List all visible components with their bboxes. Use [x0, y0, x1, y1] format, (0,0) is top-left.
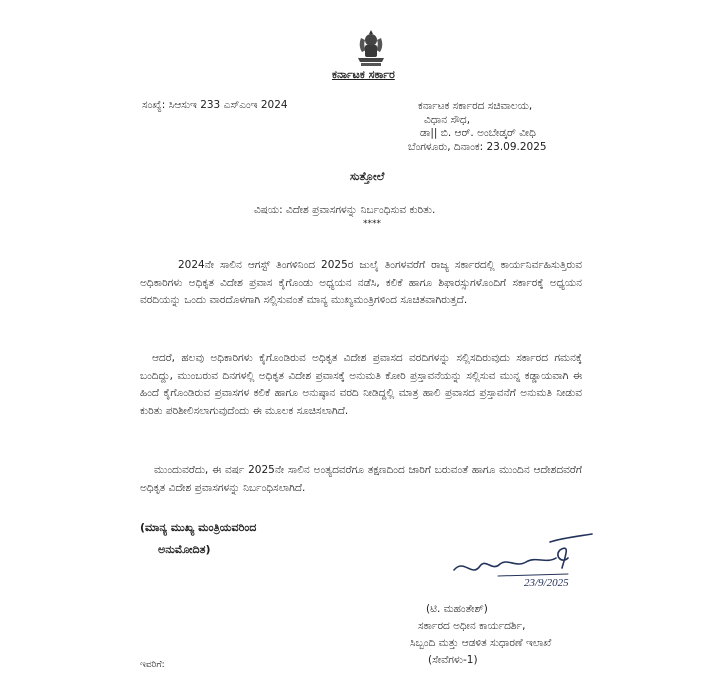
office-address — [408, 100, 547, 154]
signatory-block — [410, 601, 552, 669]
approval-note — [140, 517, 256, 561]
address-line-vidhana-soudha: ವಿಧಾನ ಸೌಧ, — [424, 113, 471, 126]
copy-to-label: ಇವರಿಗೆ: — [140, 660, 165, 670]
government-title: ಕರ್ನಾಟಕ ಸರ್ಕಾರ — [332, 68, 395, 81]
state-emblem-icon — [352, 28, 390, 68]
body-paragraph-2: ಆದರೆ, ಹಲವು ಅಧಿಕಾರಿಗಳು ಕೈಗೊಂಡಿರುವ ಅಧಿಕೃತ ವಿದೇಶ ಪ್ರವಾಸದ ವರದಿಗಳನ್ನು ಸಲ್ಲಿಸದಿರುವುದು ಸರ್ಕಾರದ ಗಮನಕ್ಕೆ ಬಂದಿದ್ದು, ಮುಂಬರುವ ದಿನಗಳಲ್ಲಿ ಅಧಿಕೃತ ವಿದೇಶ ಪ್ರವಾಸಕ್ಕೆ ಅನುಮತಿ ಕೋರಿ ಪ್ರಸ್ತಾವನೆಯನ್ನು ಸಲ್ಲಿಸುವ ಮುನ್ನ ಕಡ್ಡಾಯವಾಗಿ ಈ ಹಿಂದೆ ಕೈಗೊಂಡಿರುವ ಪ್ರವಾಸಗಳ ಕಲಿಕೆ ಹಾಗೂ ಅನುಷ್ಠಾನ ವರದಿ ನೀಡಿದ್ದಲ್ಲಿ ಮಾತ್ರ ಹಾಲಿ ಪ್ರವಾಸದ ಪ್ರಸ್ತಾವನೆಗೆ ಅನುಮತಿ ನೀಡುವ ಕುರಿತು ಪರಿಶೀಲಿಸಲಾಗುವುದೆಂದು ಈ ಮೂಲಕ ಸೂಚಿಸಲಾಗಿದೆ. — [140, 352, 582, 417]
signatory-designation: ಸರ್ಕಾರದ ಅಧೀನ ಕಾರ್ಯದರ್ಶಿ, — [418, 620, 526, 632]
approval-line-2: ಅನುಮೋದಿತ) — [158, 543, 211, 556]
handwritten-signature — [450, 528, 600, 600]
body-paragraph-3: ಮುಂದುವರೆದು, ಈ ವರ್ಷ 2025ನೇ ಸಾಲಿನ ಅಂತ್ಯದವರೆಗೂ ತಕ್ಷಣದಿಂದ ಜಾರಿಗೆ ಬರುವಂತೆ ಹಾಗೂ ಮುಂದಿನ ಆದೇಶದವರೆಗೆ ಅಧಿಕೃತ ವಿದೇಶ ಪ್ರವಾಸಗಳನ್ನು ನಿರ್ಬಂಧಿಸಲಾಗಿದೆ. — [140, 464, 582, 494]
signatory-department: ಸಿಬ್ಬಂದಿ ಮತ್ತು ಆಡಳಿತ ಸುಧಾರಣೆ ಇಲಾಖೆ — [410, 637, 552, 649]
body-paragraph-1: 2024ನೇ ಸಾಲಿನ ಆಗಸ್ಟ್ ತಿಂಗಳಿನಿಂದ 2025ರ ಜುಲೈ ತಿಂಗಳವರೆಗೆ ರಾಜ್ಯ ಸರ್ಕಾರದಲ್ಲಿ ಕಾರ್ಯನಿರ್ವಹಿಸುತ್ತಿರುವ ಅಧಿಕಾರಿಗಳು ಅಧಿಕೃತ ವಿದೇಶ ಪ್ರವಾಸ ಕೈಗೊಂಡು ಅಧ್ಯಯನ ನಡೆಸಿ, ಕಲಿಕೆ ಹಾಗೂ ಶಿಫಾರಸ್ಸುಗಳೊಂದಿಗೆ ಸರ್ಕಾರಕ್ಕೆ ಅಧ್ಯಯನ ವರದಿಯನ್ನು ಒಂದು ವಾರದೊಳಗಾಗಿ ಸಲ್ಲಿಸುವಂತೆ ಮಾನ್ಯ ಮುಖ್ಯಮಂತ್ರಿಗಳಿಂದ ಸೂಚಿತವಾಗಿರುತ್ತದೆ. — [140, 259, 582, 306]
address-line-secretariat: ಕರ್ನಾಟಕ ಸರ್ಕಾರದ ಸಚಿವಾಲಯ, — [418, 100, 533, 112]
address-line-date: ಬೆಂಗಳೂರು, ದಿನಾಂಕ: 23.09.2025 — [408, 140, 547, 153]
separator-stars: **** — [363, 219, 381, 229]
subject-line: ವಿಷಯ: ವಿದೇಶ ಪ್ರವಾಸಗಳನ್ನು ನಿರ್ಬಂಧಿಸುವ ಕುರಿತು. — [254, 204, 436, 216]
signatory-name: (ಟಿ. ಮಹಂತೇಶ್) — [426, 603, 488, 615]
approval-line-1: (ಮಾನ್ಯ ಮುಖ್ಯ ಮಂತ್ರಿಯವರಿಂದ — [140, 521, 257, 534]
reference-number: ಸಂಖ್ಯೆ: ಸಿಆಸುಇ 233 ಎಸ್ಎಂಇ 2024 — [142, 99, 288, 111]
signatory-section: (ಸೇವೆಗಳು-1) — [428, 654, 478, 666]
circular-title: ಸುತ್ತೋಲೆ — [350, 170, 385, 183]
signature-date: 23/9/2025 — [524, 577, 569, 589]
address-line-street: ಡಾ|| ಬಿ. ಆರ್. ಅಂಬೇಡ್ಕರ್ ವೀಧಿ — [420, 127, 536, 140]
